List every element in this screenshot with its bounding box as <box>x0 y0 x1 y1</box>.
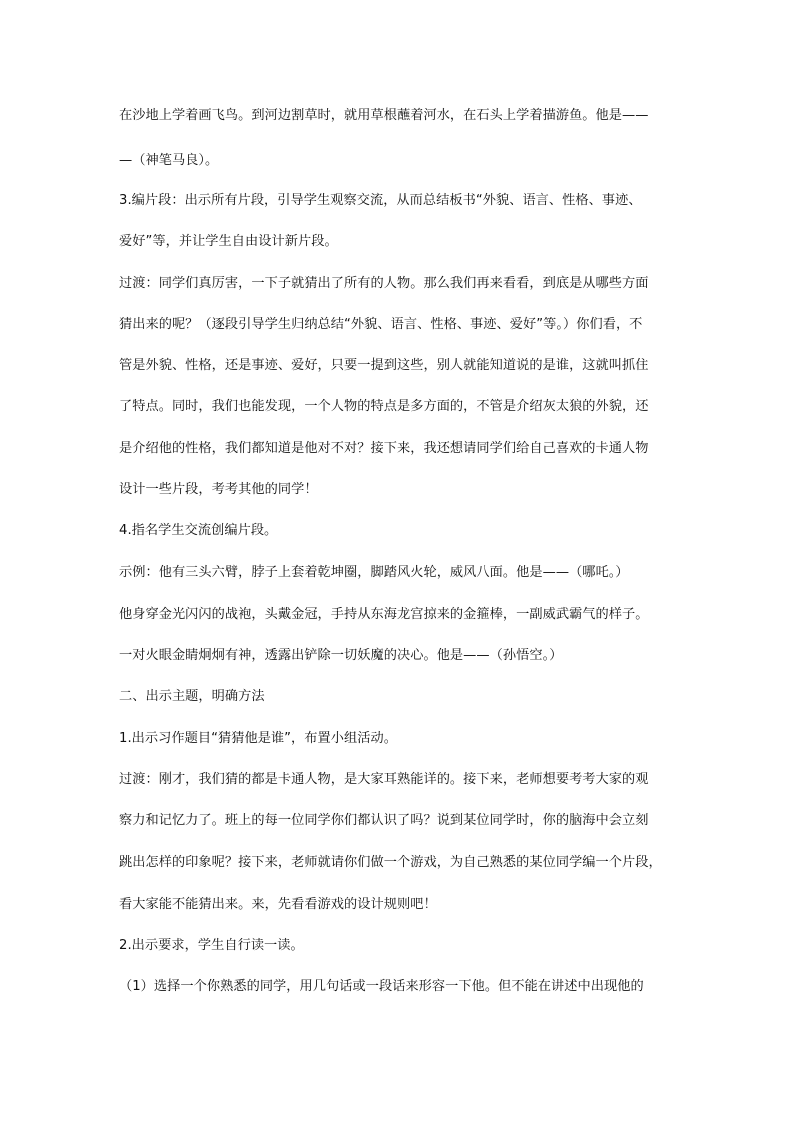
text-line: 管是外貌、性格，还是事迹、爱好，只要一提到这些，别人就能知道说的是谁，这就叫抓住 <box>119 358 649 373</box>
section-heading: 二、出示主题，明确方法 <box>119 689 265 704</box>
text-line: 4.指名学生交流创编片段。 <box>119 523 278 538</box>
text-line: 察力和记忆力了。班上的每一位同学你们都认识了吗？说到某位同学时，你的脑海中会立刻 <box>119 813 649 828</box>
text-line: 猜出来的呢？（逐段引导学生归纳总结“外貌、语言、性格、事迹、爱好”等。）你们看，不 <box>119 317 643 332</box>
text-line: 一对火眼金睛炯炯有神，透露出铲除一切妖魔的决心。他是——（孙悟空。） <box>119 648 563 663</box>
text-line: 3.编片段：出示所有片段，引导学生观察交流，从而总结板书“外貌、语言、性格、事迹、 <box>119 193 642 208</box>
text-line: —（神笔马良）。 <box>119 153 219 168</box>
text-line: 过渡：刚才，我们猜的都是卡通人物，是大家耳熟能详的。接下来，老师想要考考大家的观 <box>119 772 649 787</box>
text-line: 了特点。同时，我们也能发现，一个人物的特点是多方面的，不管是介绍灰太狼的外貌，还 <box>119 399 649 414</box>
text-line: 看大家能不能猜出来。来，先看看游戏的设计规则吧！ <box>119 897 437 912</box>
text-line: 他身穿金光闪闪的战袍，头戴金冠，手持从东海龙宫掠来的金箍棒，一副威武霸气的样子。 <box>119 607 649 622</box>
text-line: 爱好”等，并让学生自由设计新片段。 <box>119 234 338 249</box>
text-line: 跳出怎样的印象呢？接下来，老师就请你们做一个游戏，为自己熟悉的某位同学编一个片段， <box>119 855 662 870</box>
text-line: 2.出示要求，学生自行读一读。 <box>119 938 304 953</box>
text-line: 在沙地上学着画飞鸟。到河边割草时，就用草根蘸着河水，在石头上学着描游鱼。他是—— <box>119 108 649 123</box>
text-line: 是介绍他的性格，我们都知道是他对不对？接下来，我还想请同学们给自己喜欢的卡通人物 <box>119 441 649 456</box>
text-line: 1.出示习作题目“猜猜他是谁”，布置小组活动。 <box>119 731 397 746</box>
text-line: 过渡：同学们真厉害，一下子就猜出了所有的人物。那么我们再来看看，到底是从哪些方面 <box>119 276 649 291</box>
text-line: 示例：他有三头六臂，脖子上套着乾坤圈，脚踏风火轮，威风八面。他是——（哪吒。） <box>119 565 629 580</box>
text-line: 设计一些片段，考考其他的同学！ <box>119 482 318 497</box>
text-line: （1）选择一个你熟悉的同学，用几句话或一段话来形容一下他。但不能在讲述中出现他的 <box>119 979 644 994</box>
